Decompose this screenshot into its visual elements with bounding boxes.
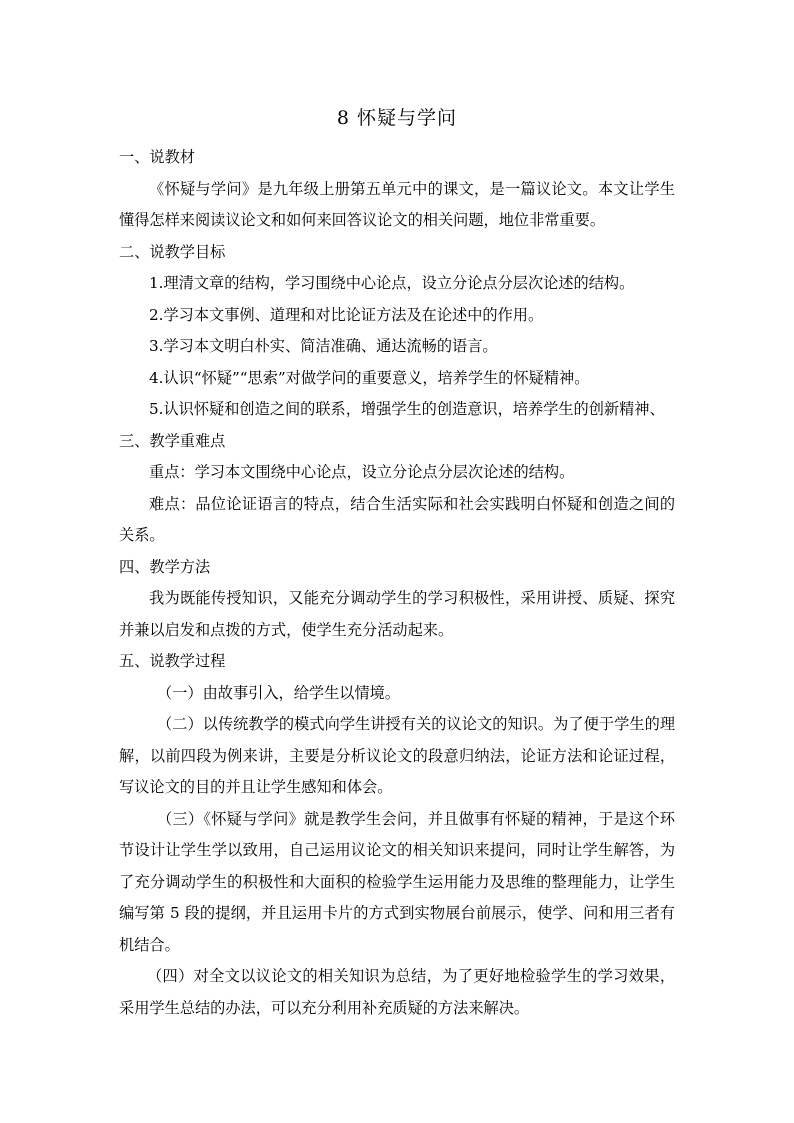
process-step-3: （三）《怀疑与学问》就是教学生会问，并且做事有怀疑的精神，于是这个环节设计让学生学以致用，自己运用议论文的相关知识来提问，同时让学生解答，为了充分调动学生的积极性和大面积的检验学生运用能力及思维的整理能力，让学生编写第 5 段的提纲，并且运用卡片的方式到实物展台前展示，使学、问和用三者有机结合。 bbox=[119, 809, 675, 954]
document-body bbox=[119, 142, 675, 1024]
paragraph-difficult-point: 难点：品位论证语言的特点，结合生活实际和社会实践明白怀疑和创造之间的关系。 bbox=[119, 494, 675, 544]
paragraph-methods: 我为既能传授知识，又能充分调动学生的学习积极性，采用讲授、质疑、探究并兼以启发和点拨的方式，使学生充分活动起来。 bbox=[119, 589, 675, 639]
section-heading-textbook: 一、说教材 bbox=[119, 148, 195, 166]
section-heading-methods: 四、教学方法 bbox=[119, 557, 211, 576]
section-heading-key-points: 三、教学重难点 bbox=[119, 431, 226, 450]
section-heading-process: 五、说教学过程 bbox=[119, 652, 226, 670]
section-heading-goals: 二、说教学目标 bbox=[119, 242, 226, 261]
process-step-2: （二）以传统教学的模式向学生讲授有关的议论文的知识。为了便于学生的理解，以前四段为例来讲，主要是分析议论文的段意归纳法，论证方法和论证过程，写议论文的目的并且让学生感知和体会。 bbox=[119, 715, 675, 796]
goal-item-4: 4.认识“怀疑”“思索”对做学问的重要意义，培养学生的怀疑精神。 bbox=[149, 368, 590, 387]
document-title: 8 怀疑与学问 bbox=[336, 107, 458, 129]
paragraph-key-point: 重点：学习本文围绕中心论点，设立分论点分层次论述的结构。 bbox=[149, 463, 575, 481]
paragraph-textbook: 《怀疑与学问》是九年级上册第五单元中的课文，是一篇议论文。本文让学生懂得怎样来阅读议论文和如何来回答议论文的相关问题，地位非常重要。 bbox=[119, 179, 675, 229]
goal-item-3: 3.学习本文明白朴实、简洁准确、通达流畅的语言。 bbox=[149, 337, 498, 355]
process-step-4: （四）对全文以议论文的相关知识为总结，为了更好地检验学生的学习效果，采用学生总结的办法，可以充分利用补充质疑的方法来解决。 bbox=[119, 967, 675, 1017]
goal-item-5: 5.认识怀疑和创造之间的联系，增强学生的创造意识，培养学生的创新精神、 bbox=[149, 400, 665, 418]
goal-item-1: 1.理清文章的结构，学习围绕中心论点，设立分论点分层次论述的结构。 bbox=[149, 274, 635, 292]
process-step-1: （一）由故事引入，给学生以情境。 bbox=[157, 683, 400, 702]
goal-item-2: 2.学习本文事例、道理和对比论证方法及在论述中的作用。 bbox=[149, 305, 544, 324]
